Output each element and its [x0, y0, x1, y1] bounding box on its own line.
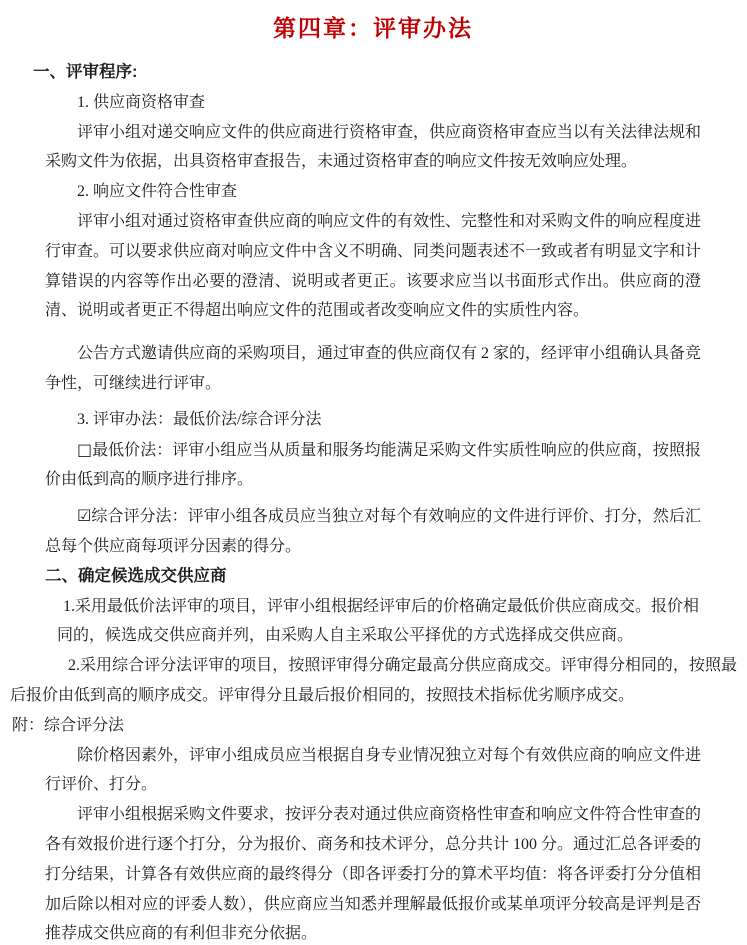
chapter-title: 第四章：评审办法	[273, 15, 473, 41]
unchecked-checkbox-icon: □	[77, 439, 93, 459]
section-2-heading: 二、确定候选成交供应商	[45, 566, 227, 585]
paragraph-text: 最低价法：评审小组应当从质量和服务均能满足采购文件实质性响应的供应商，按照报价由低到高的顺序进行排序。	[45, 441, 701, 489]
paragraph-qualification-review: 评审小组对递交响应文件的供应商进行资格审查，供应商资格审查应当以有关法律法规和采购文件为依据，出具资格审查报告，未通过资格审查的响应文件按无效响应处理。	[45, 123, 702, 171]
paragraph-text: 综合评分法：评审小组各成员应当独立对每个有效响应的文件进行评价、打分，然后汇总每个供应商每项评分因素的得分。	[45, 508, 701, 555]
section-1-heading: 一、评审程序:	[33, 63, 138, 81]
attachment-label: 附：综合评分法	[12, 716, 125, 734]
paragraph-lowest-price-award: 1.采用最低价法评审的项目，评审小组根据经评审后的价格确定最低价供应商成交。报价相同的，候选成交供应商并列，由采购人自主采取公平择优的方式选择成交供应商。	[57, 597, 700, 645]
paragraph-lowest-price-method	[45, 435, 701, 496]
paragraph-scoring-rules: 评审小组根据采购文件要求，按评分表对通过供应商资格性审查和响应文件符合性审查的各有效报价进行逐个打分，分为报价、商务和技术评分，总分共计 100 分。通过汇总各评委的打分结果，计算各有效供应商的最终得分（即各评委打分的算术平均值：将各评委打分分值相加后除以相对应的评委人数），供应商应当知悉并理解最低报价或某单项评分较高是评判是否推荐成交供应商的有利但非充分依据。	[45, 806, 702, 943]
paragraph-highest-score-award: 2.采用综合评分法评审的项目，按照评审得分确定最高分供应商成交。评审得分相同的，按照最后报价由低到高的顺序成交。评审得分且最后报价相同的，按照技术指标优劣顺序成交。	[10, 657, 737, 704]
paragraph-comprehensive-scoring-method	[45, 501, 701, 562]
checked-checkbox-icon: ☑	[77, 506, 92, 526]
paragraph-independent-scoring: 除价格因素外，评审小组成员应当根据自身专业情况独立对每个有效供应商的响应文件进行评价、打分。	[45, 746, 702, 794]
paragraph-conformity-review: 评审小组对通过资格审查供应商的响应文件的有效性、完整性和对采购文件的响应程度进行审查。可以要求供应商对响应文件中含义不明确、同类问题表述不一致或者有明显文字和计算错误的内容等作出必要的澄清、说明或者更正。该要求应当以书面形式作出。供应商的澄清、说明或者更正不得超出响应文件的范围或者改变响应文件的实质性内容。	[45, 212, 702, 320]
section-1-item-2: 2. 响应文件符合性审查	[77, 183, 238, 201]
paragraph-two-suppliers: 公告方式邀请供应商的采购项目，通过审查的供应商仅有 2 家的，经评审小组确认具备竞争性，可继续进行评审。	[45, 345, 702, 392]
section-1-item-3: 3. 评审办法：最低价法/综合评分法	[77, 410, 322, 428]
section-1-item-1: 1. 供应商资格审查	[77, 93, 206, 111]
